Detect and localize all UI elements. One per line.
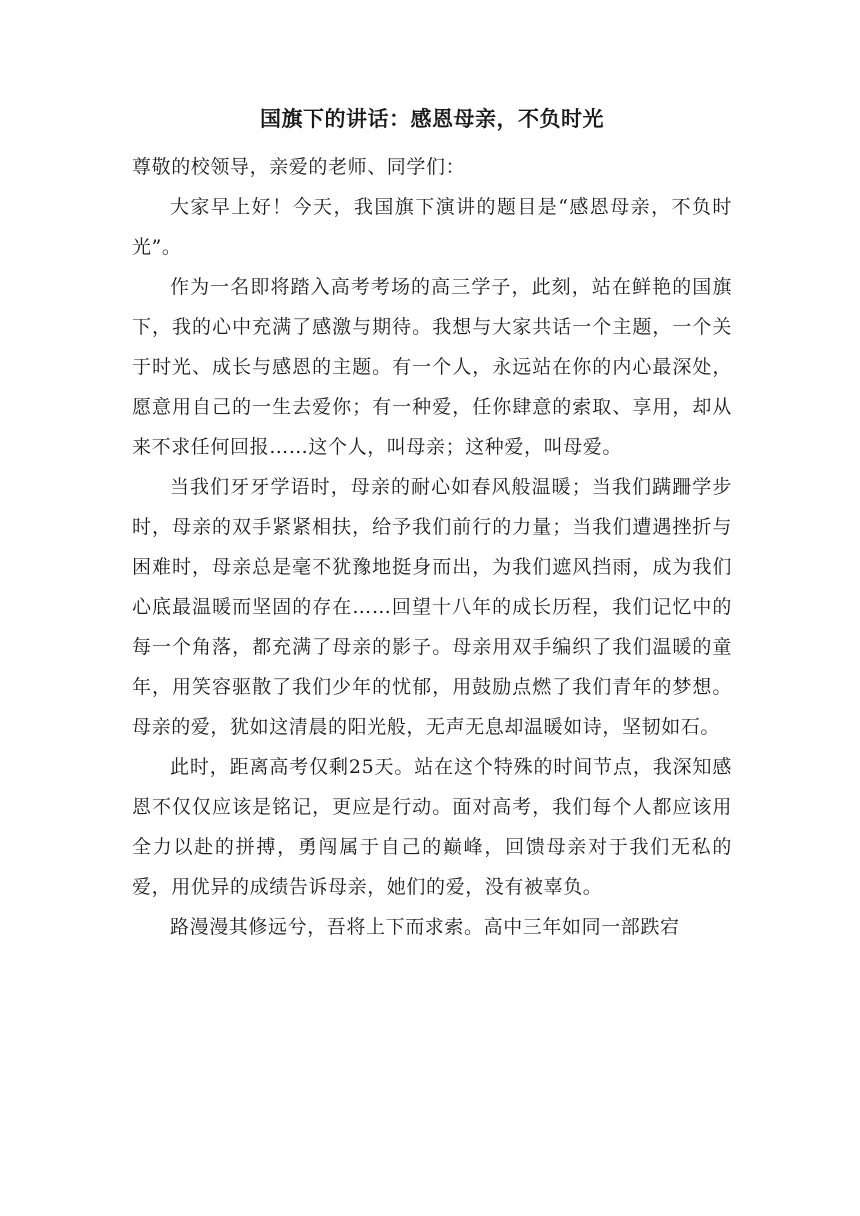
- paragraph-5: 路漫漫其修远兮，吾将上下而求索。高中三年如同一部跌宕: [170, 916, 680, 938]
- paragraph-1: 大家早上好！今天，我国旗下演讲的题目是“感恩母亲，不负时光”。: [132, 196, 732, 258]
- paragraph-4: 此时，距离高考仅剩25天。站在这个特殊的时间节点，我深知感恩不仅仅应该是铭记，更应是行动。面对高考，我们每个人都应该用全力以赴的拼搏，勇闯属于自己的巅峰，回馈母亲对于我们无私的爱，用优异的成绩告诉母亲，她们的爱，没有被辜负。: [132, 756, 732, 898]
- document-title: 国旗下的讲话：感恩母亲，不负时光: [260, 106, 604, 131]
- paragraph-3: 当我们牙牙学语时，母亲的耐心如春风般温暖；当我们蹒跚学步时，母亲的双手紧紧相扶，给予我们前行的力量；当我们遭遇挫折与困难时，母亲总是毫不犹豫地挺身而出，为我们遮风挡雨，成为我们心底最温暖而坚固的存在……回望十八年的成长历程，我们记忆中的每一个角落，都充满了母亲的影子。母亲用双手编织了我们温暖的童年，用笑容驱散了我们少年的忧郁，用鼓励点燃了我们青年的梦想。母亲的爱，犹如这清晨的阳光般，无声无息却温暖如诗，坚韧如石。: [132, 476, 732, 738]
- greeting-line: 尊敬的校领导，亲爱的老师、同学们：: [132, 156, 466, 178]
- paragraph-2: 作为一名即将踏入高考考场的高三学子，此刻，站在鲜艳的国旗下，我的心中充满了感激与期待。我想与大家共话一个主题，一个关于时光、成长与感恩的主题。有一个人，永远站在你的内心最深处，愿意用自己的一生去爱你；有一种爱，任你肆意的索取、享用，却从来不求任何回报……这个人，叫母亲；这种爱，叫母爱。: [132, 276, 732, 458]
- document-body: [132, 147, 732, 947]
